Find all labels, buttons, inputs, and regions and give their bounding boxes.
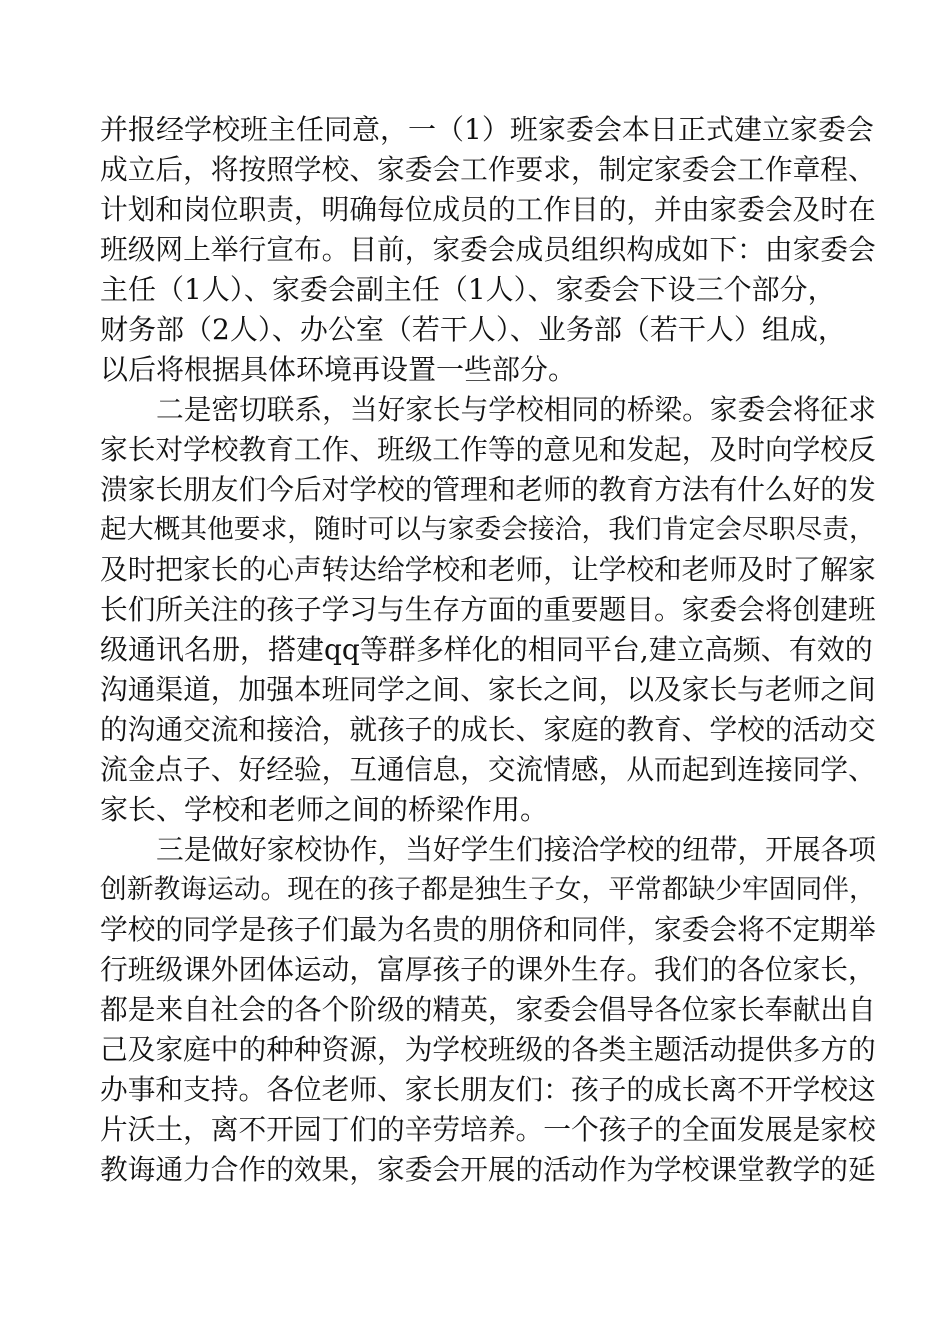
text-line: 并报经学校班主任同意，一（1）班家委会本日正式建立家委会 xyxy=(100,113,874,146)
text-line: 计划和岗位职责，明确每位成员的工作目的，并由家委会及时在 xyxy=(100,193,876,226)
paragraph-start-line: 二是密切联系，当好家长与学校相同的桥梁。家委会将征求 xyxy=(156,393,876,426)
text-line: 沟通渠道，加强本班同学之间、家长之间，以及家长与老师之间 xyxy=(100,673,876,706)
text-line: 家长、学校和老师之间的桥梁作用。 xyxy=(100,793,549,826)
text-line: 己及家庭中的种种资源，为学校班级的各类主题活动提供多方的 xyxy=(100,1033,876,1066)
text-line: 流金点子、好经验，互通信息，交流情感，从而起到连接同学、 xyxy=(100,753,876,786)
text-line: 财务部（2人）、办公室（若干人）、业务部（若干人）组成， xyxy=(100,313,846,346)
text-line: 起大概其他要求，随时可以与家委会接洽，我们肯定会尽职尽责， xyxy=(100,514,876,545)
text-line: 成立后，将按照学校、家委会工作要求，制定家委会工作章程、 xyxy=(100,153,876,186)
text-line: 主任（1人）、家委会副主任（1人）、家委会下设三个部分， xyxy=(100,273,836,306)
text-line: 创新教诲运动。现在的孩子都是独生子女，平常都缺少牢固同伴， xyxy=(100,874,876,905)
text-line: 片沃土，离不开园丁们的辛劳培养。一个孩子的全面发展是家校 xyxy=(100,1113,876,1146)
text-line: 溃家长朋友们今后对学校的管理和老师的教育方法有什么好的发 xyxy=(100,473,876,506)
text-line: 级通讯名册，搭建qq等群多样化的相同平台,建立高频、有效的 xyxy=(100,633,873,666)
text-line: 及时把家长的心声转达给学校和老师，让学校和老师及时了解家 xyxy=(100,553,876,586)
text-line: 行班级课外团体运动，富厚孩子的课外生存。我们的各位家长， xyxy=(100,953,876,986)
text-line: 的沟通交流和接洽，就孩子的成长、家庭的教育、学校的活动交 xyxy=(100,713,876,746)
paragraph-start-line: 三是做好家校协作，当好学生们接洽学校的纽带，开展各项 xyxy=(156,833,876,866)
text-line: 办事和支持。各位老师、家长朋友们：孩子的成长离不开学校这 xyxy=(100,1073,876,1106)
text-line: 以后将根据具体环境再设置一些部分。 xyxy=(100,353,577,386)
body-text xyxy=(100,110,880,1190)
text-line: 教诲通力合作的效果，家委会开展的活动作为学校课堂教学的延 xyxy=(100,1153,876,1186)
text-line: 学校的同学是孩子们最为名贵的朋侪和同伴，家委会将不定期举 xyxy=(100,913,876,946)
text-line: 长们所关注的孩子学习与生存方面的重要题目。家委会将创建班 xyxy=(100,593,876,626)
text-line: 班级网上举行宣布。目前，家委会成员组织构成如下：由家委会 xyxy=(100,233,876,266)
text-line: 家长对学校教育工作、班级工作等的意见和发起，及时向学校反 xyxy=(100,433,876,466)
text-line: 都是来自社会的各个阶级的精英，家委会倡导各位家长奉献出自 xyxy=(100,993,876,1026)
